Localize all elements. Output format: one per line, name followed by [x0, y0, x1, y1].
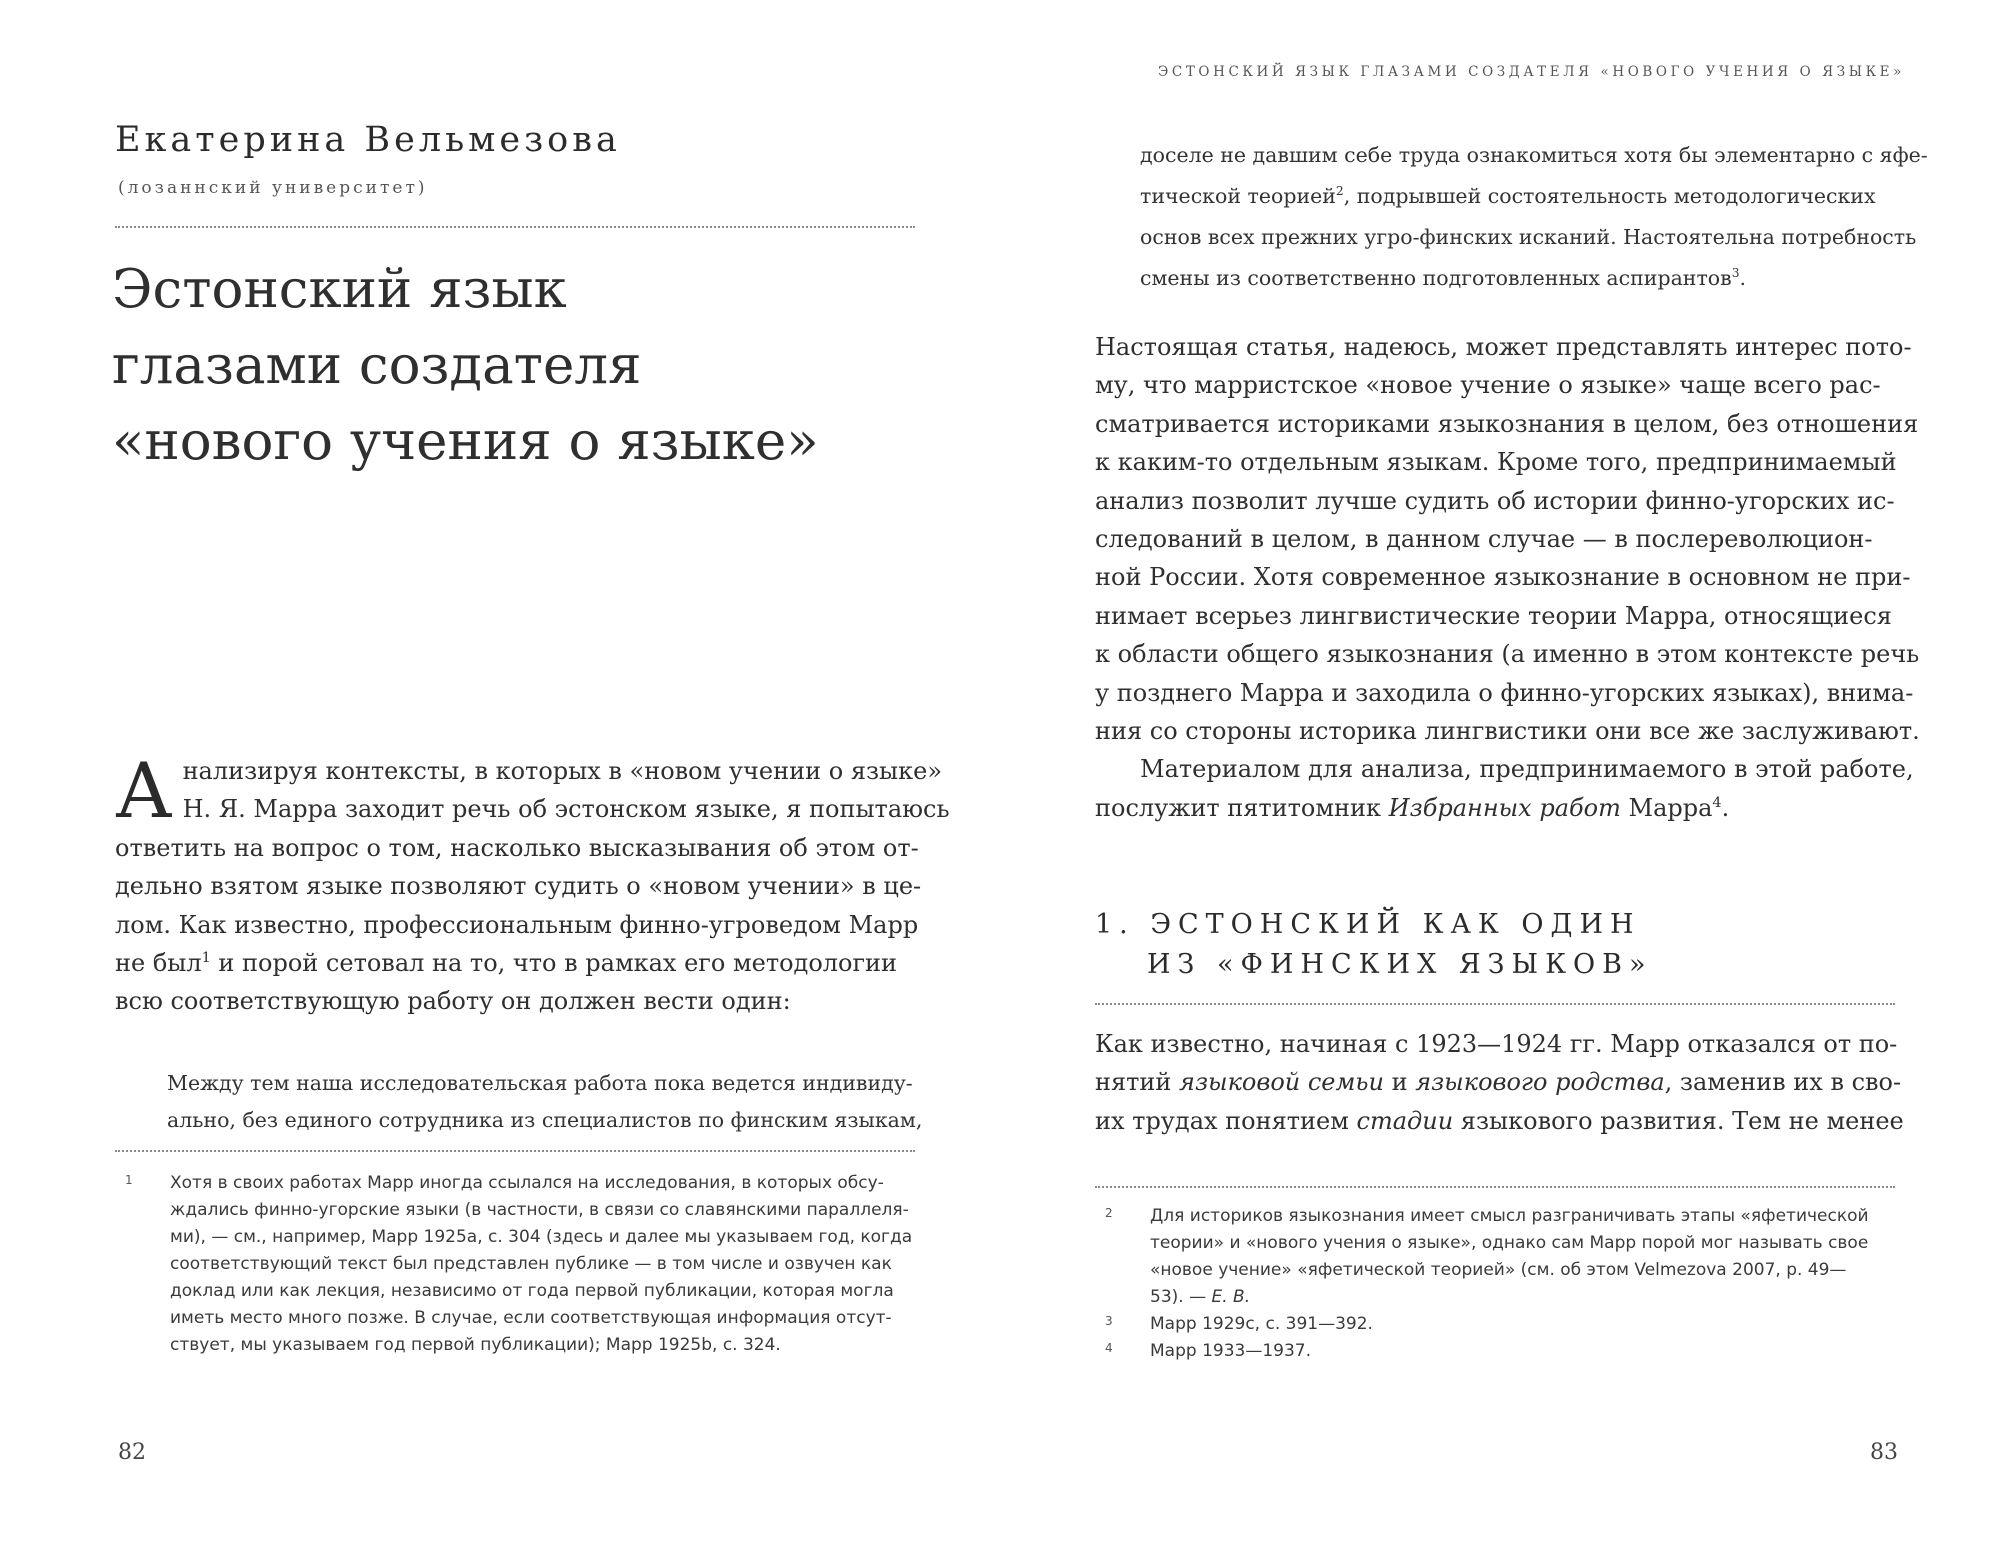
footnote-line: доклад или как лекция, независимо от года первой публикации, которая могла [170, 1281, 894, 1301]
text-line: Н. Я. Марра заходит речь об эстонском языке, я попытаюсь [182, 795, 950, 824]
text-line: Как известно, начиная с 1923—1924 гг. Марр отказался от по- [1095, 1030, 1898, 1058]
footnote-number: 3 [1105, 1314, 1113, 1328]
footnote-line: теории» и «нового учения о языке», однако сам Марр порой мог называть свое [1150, 1233, 1869, 1253]
footnote-3 [1100, 1311, 1880, 1338]
text-fragment: послужит пятитомник [1095, 793, 1389, 822]
text-fragment: смены из соответственно подготовленных аспирантов [1140, 266, 1732, 290]
footnote-mark[interactable]: 2 [1335, 184, 1344, 199]
footnote-line: соответствующий текст был представлен публике — в том числе и озвучен как [170, 1254, 892, 1274]
text-line: лом. Как известно, профессиональным финно-угроведом Марр [115, 910, 919, 939]
text-fragment: нятий [1095, 1068, 1180, 1097]
text-fragment: языкового развития. Тем не менее [1453, 1106, 1904, 1135]
footnote-line: Марр 1929c, с. 391—392. [1150, 1314, 1373, 1334]
text-line: следований в целом, в данном случае — в послереволюцион- [1095, 525, 1873, 554]
footnote-number: 2 [1105, 1206, 1113, 1220]
section-heading [1095, 905, 1652, 985]
quote-line: Между тем наша исследовательская работа пока ведется индивиду- [167, 1071, 913, 1095]
text-fragment: тической теорией [1140, 184, 1336, 208]
text-line: нализируя контексты, в которых в «новом учении о языке» [182, 757, 943, 785]
text-fragment: , подрывшей состоятельность методологических [1343, 184, 1876, 208]
footnote-1 [120, 1170, 913, 1359]
term-italic: языковой семьи [1179, 1068, 1384, 1097]
footnote-line: иметь место много позже. В случае, если соответствующая информация отсут- [170, 1308, 892, 1328]
footnote-line: Для историков языкознания имеет смысл разграничивать этапы «яфетической [1150, 1206, 1869, 1226]
text-line: ной России. Хотя современное языкознание в основном не при- [1095, 563, 1911, 592]
page-number: 82 [118, 1440, 146, 1465]
footnote-divider [1095, 1186, 1895, 1188]
divider [115, 226, 915, 228]
footnote-mark[interactable]: 3 [1731, 266, 1740, 281]
text-line: ния со стороны историка лингвистики они все же заслуживают. [1095, 717, 1920, 746]
term-italic: языкового родства [1415, 1068, 1665, 1097]
drop-cap: А [115, 746, 173, 835]
footnote-line: «новое учение» «яфетической теорией» (см. об этом Velmezova 2007, p. 49— [1150, 1260, 1847, 1280]
book-title: Избранных работ [1388, 793, 1621, 822]
text-line: ответить на вопрос о том, насколько высказывания об этом от- [115, 833, 919, 862]
footnote-row [120, 1170, 913, 1359]
text-fragment: , заменив их в сво- [1664, 1068, 1902, 1097]
text-line: му, что марристское «новое учение о языке» чаще всего рас- [1095, 371, 1881, 400]
term-italic: стадии [1356, 1106, 1454, 1135]
footnote-mark[interactable]: 1 [201, 950, 211, 967]
section-paragraph [1095, 1025, 1904, 1140]
text-line: нимает всерьез лингвистические теории Марра, относящиеся [1095, 601, 1892, 630]
text-fragment: и [1383, 1068, 1416, 1097]
footnote-mark[interactable]: 4 [1712, 794, 1722, 811]
text-line: всю соответствующую работу он должен вести один: [115, 987, 791, 1016]
section-heading-line: 1. ЭСТОНСКИЙ КАК ОДИН [1095, 909, 1641, 940]
title-line: «нового учения о языке» [112, 411, 819, 472]
author-initials: Е. В. [1211, 1287, 1251, 1307]
block-quote [167, 1065, 923, 1139]
quote-line: ально, без единого сотрудника из специалистов по финским языкам, [167, 1108, 923, 1132]
text-line: у позднего Марра и заходила о финно-угорских языках), внима- [1095, 678, 1914, 707]
footnote-line: ствует, мы указываем год первой публикации); Марр 1925b, с. 324. [170, 1335, 781, 1355]
footnote-divider [115, 1150, 915, 1152]
text-line [115, 944, 915, 982]
article-title [112, 252, 932, 480]
text-fragment: и порой сетовал на то, что в рамках его методологии [218, 949, 898, 978]
footnotes-right [1100, 1203, 1880, 1365]
section-heading-line: ИЗ «ФИНСКИХ ЯЗЫКОВ» [1147, 949, 1653, 980]
quote-line: доселе не давшим себе труда ознакомиться хотя бы элементарно с яфе- [1140, 143, 1928, 167]
text-fragment: их трудах понятием [1095, 1106, 1357, 1135]
block-quote-continued [1140, 135, 1928, 299]
footnote-4 [1100, 1338, 1880, 1365]
title-line: глазами создателя [112, 335, 642, 396]
footnote-number: 4 [1105, 1341, 1113, 1355]
text-line: к каким-то отдельным языкам. Кроме того, предпринимаемый [1095, 448, 1897, 477]
text-line: Материалом для анализа, предпринимаемого в этой работе, [1140, 755, 1914, 784]
footnote-line [1150, 1284, 1880, 1311]
right-page [1000, 0, 2000, 1549]
text-line: сматривается историками языкознания в целом, без отношения [1095, 409, 1919, 438]
text-line: Настоящая статья, надеюсь, может представлять интерес пото- [1095, 333, 1912, 361]
text-line: послужит пятитомник Избранных работ Марра$^4$. [1095, 793, 1730, 822]
quote-line [1140, 176, 1876, 217]
text-line [1095, 1063, 1902, 1101]
title-line: Эстонский язык [112, 259, 567, 320]
author-affiliation: (лозаннский университет) [118, 178, 428, 198]
page-number: 83 [1870, 1440, 1898, 1465]
text-line: анализ позволит лучше судить об истории финно-угорских ис- [1095, 486, 1895, 515]
footnote-line: Марр 1933—1937. [1150, 1341, 1312, 1361]
text-line [1095, 1102, 1904, 1140]
footnote-line: ждались финно-угорские языки (в частности, в связи со славянскими параллеля- [170, 1200, 909, 1220]
footnote-2 [1100, 1203, 1880, 1311]
section-divider [1095, 1003, 1895, 1005]
text-fragment: Марра [1620, 793, 1713, 822]
text-line: дельно взятом языке позволяют судить о «новом учении» в це- [115, 872, 922, 901]
text-fragment: не был [115, 949, 202, 978]
running-head: ЭСТОНСКИЙ ЯЗЫК ГЛАЗАМИ СОЗДАТЕЛЯ «НОВОГО УЧЕНИЯ О ЯЗЫКЕ» [1157, 64, 1905, 80]
footnote-line: ми), — см., например, Марр 1925a, с. 304 (здесь и далее мы указываем год, когда [170, 1227, 913, 1247]
quote-line: смены из соответственно подготовленных аспирантов$^3$. [1140, 266, 1747, 290]
footnote-number: 1 [125, 1173, 133, 1187]
intro-paragraph [115, 746, 950, 1021]
text-fragment: 53). — [1150, 1287, 1212, 1307]
footnote-line: Хотя в своих работах Марр иногда ссылался на исследования, в которых обсу- [170, 1173, 884, 1193]
quote-line: основ всех прежних угро-финских исканий. Настоятельна потребность [1140, 225, 1917, 249]
author-name: Екатерина Вельмезова [115, 120, 621, 160]
body-paragraph [1095, 328, 1920, 827]
text-line: к области общего языкознания (а именно в этом контексте речь [1095, 640, 1920, 669]
